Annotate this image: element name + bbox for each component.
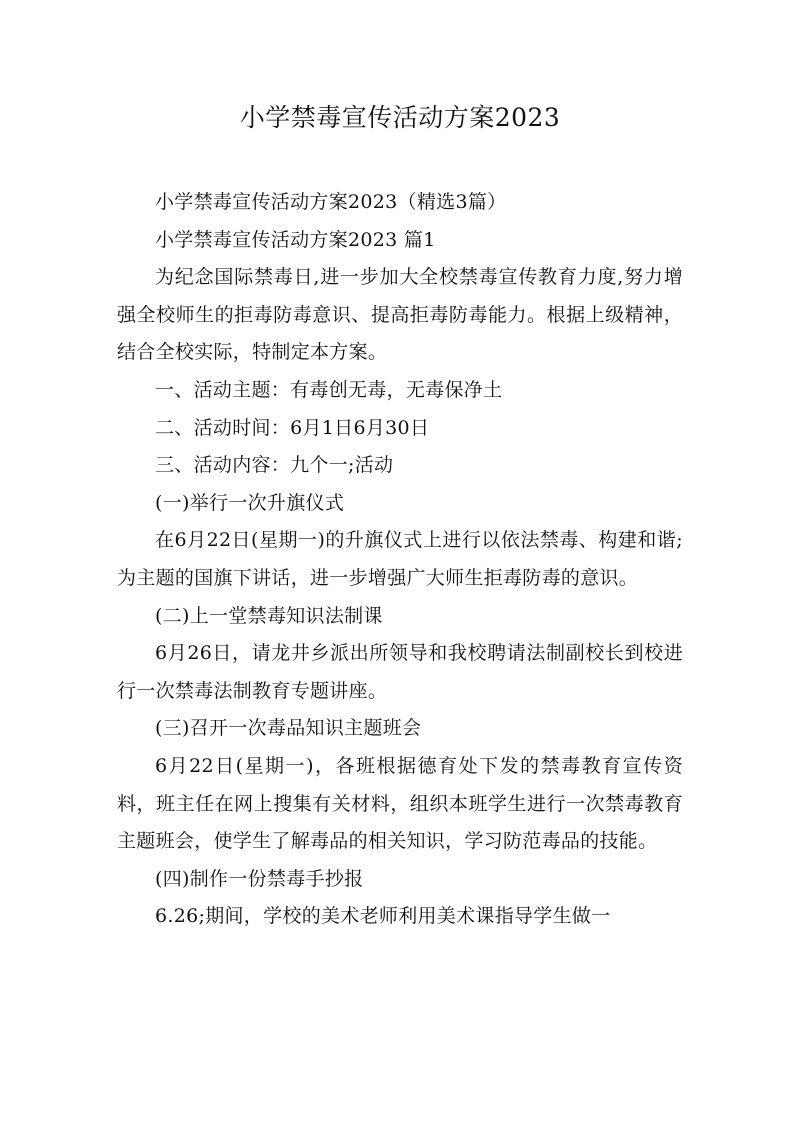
- paragraph-item-3-body: 6月22日(星期一)，各班根据德育处下发的禁毒教育宣传资料，班主任在网上搜集有关材料，组织本班学生进行一次禁毒教育主题班会，使学生了解毒品的相关知识，学习防范毒品的技能。: [117, 754, 683, 853]
- paragraph-item-4-heading: (四)制作一份禁毒手抄报: [155, 867, 364, 890]
- paragraph-time: 二、活动时间：6月1日6月30日: [155, 416, 430, 439]
- paragraph-section-heading: 小学禁毒宣传活动方案2023 篇1: [155, 228, 436, 251]
- paragraph-item-2-body: 6月26日，请龙井乡派出所领导和我校聘请法制副校长到校进行一次禁毒法制教育专题讲座。: [117, 642, 683, 702]
- document-title: 小学禁毒宣传活动方案2023: [239, 103, 561, 132]
- paragraph-item-1-body: 在6月22日(星期一)的升旗仪式上进行以依法禁毒、构建和谐;为主题的国旗下讲话，进一步增强广大师生拒毒防毒的意识。: [117, 529, 683, 589]
- paragraph-item-2-heading: (二)上一堂禁毒知识法制课: [155, 604, 383, 627]
- paragraph-item-3-heading: (三)召开一次毒品知识主题班会: [155, 717, 422, 740]
- paragraph-item-1-heading: (一)举行一次升旗仪式: [155, 491, 345, 514]
- paragraph-content: 三、活动内容：九个一;活动: [155, 454, 394, 477]
- paragraph-subtitle: 小学禁毒宣传活动方案2023（精选3篇）: [155, 191, 507, 213]
- paragraph-introduction: 为纪念国际禁毒日,进一步加大全校禁毒宣传教育力度,努力增强全校师生的拒毒防毒意识、提高拒毒防毒能力。根据上级精神，结合全校实际，特制定本方案。: [117, 266, 683, 364]
- paragraph-item-4-body: 6.26;期间，学校的美术老师利用美术课指导学生做一: [155, 905, 611, 928]
- document-body: [117, 184, 683, 936]
- paragraph-theme: 一、活动主题：有毒创无毒，无毒保净土: [155, 378, 503, 401]
